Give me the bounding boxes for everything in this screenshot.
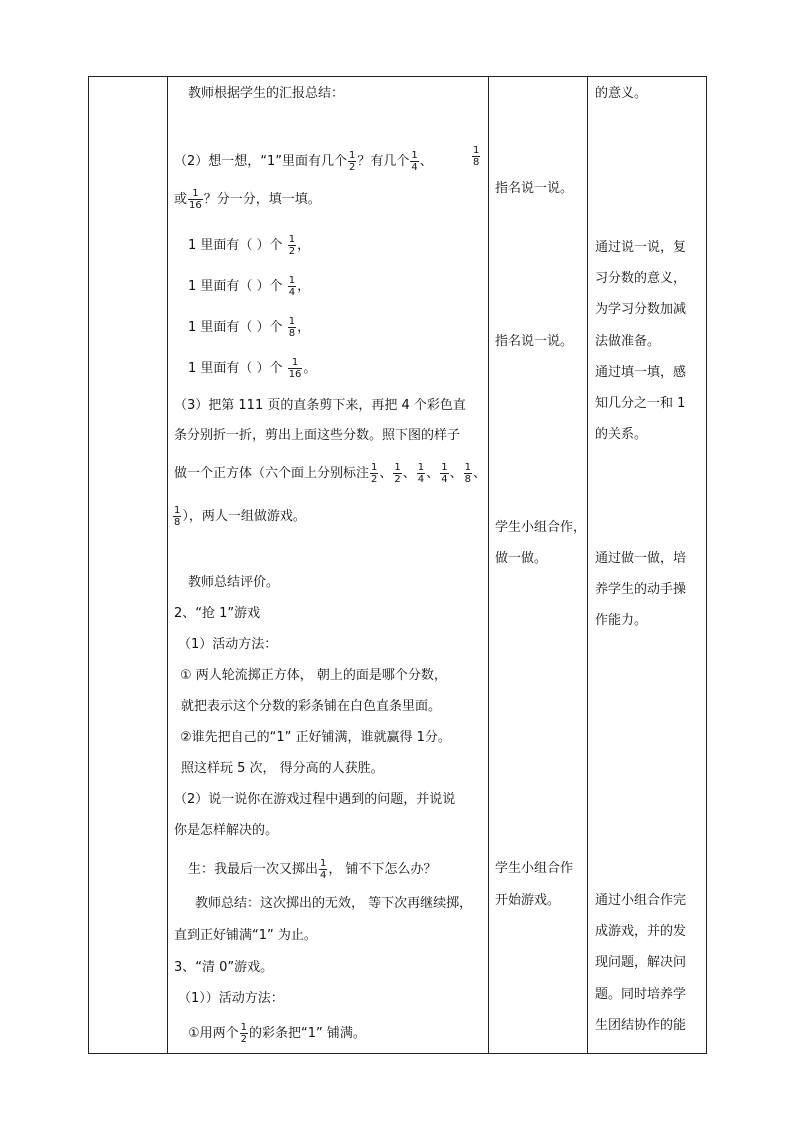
fill-row-sixteenth: 1 里面有（ ）个 $\frac{1}{16}$ 。 (188, 357, 317, 380)
student-activity-3a: 学生小组合作， (495, 520, 587, 535)
design-intent-12: 通过小组合作完 (595, 893, 687, 908)
fraction-one-eighth: $\frac{1}{8}$ (473, 145, 480, 168)
q2-separator: 、 (419, 154, 433, 169)
q2-text-e: ？分一分，填一填。 (203, 192, 321, 207)
design-intent-15: 题。同时培养学 (595, 987, 687, 1002)
table-col-border-3 (488, 76, 489, 1054)
q2-text-d: 或 (174, 192, 188, 207)
game-2-rule-1b: 就把表示这个分数的彩条铺在白色直条里面。 (181, 699, 442, 714)
game-3-title: 3、“清 0”游戏。 (174, 960, 274, 975)
design-intent-10: 养学生的动手操 (595, 582, 687, 597)
table-col-border-1 (88, 76, 89, 1054)
fill-row-quarter: 1 里面有（ ）个 $\frac{1}{4}$ ， (188, 275, 311, 298)
game-3-method-heading: （1））活动方法： (178, 991, 284, 1006)
fill-row-half: 1 里面有（ ）个 $\frac{1}{2}$ ， (188, 234, 311, 257)
question-2-line-2 (174, 188, 321, 211)
fraction-one-sixteenth: $\frac{1}{16}$ (189, 188, 202, 211)
teacher-conclusion-line-1: 教师总结：这次掷出的无效， 等下次再继续掷， (195, 896, 473, 911)
game-2-rule-2b: 照这样玩 5 次， 得分高的人获胜。 (181, 761, 384, 776)
teacher-evaluation: 教师总结评价。 (188, 575, 280, 590)
game-2-rule-2a: ②谁先把自己的“1” 正好铺满，谁就赢得 1分。 (180, 730, 451, 745)
design-intent-6: 通过填一填，感 (595, 365, 687, 380)
student-activity-3b: 做一做。 (495, 551, 548, 566)
design-intent-1: 的意义。 (595, 86, 648, 101)
game-3-rule-1: ①用两个 $\frac{1}{2}$ 的彩条把“1” 铺满。 (188, 1022, 366, 1045)
table-col-border-4 (587, 76, 588, 1054)
question-2b-line-2: 你是怎样解决的。 (174, 823, 279, 838)
design-intent-5: 法做准备。 (595, 334, 661, 349)
game-2-title: 2、“抢 1”游戏 (174, 606, 261, 621)
design-intent-4: 为学习分数加减 (595, 302, 687, 317)
student-activity-4b: 开始游戏。 (495, 893, 561, 908)
question-3-line-2: 条分别折一折，剪出上面这些分数。照下图的样子 (174, 428, 461, 443)
design-intent-11: 作能力。 (595, 613, 648, 628)
design-intent-3: 习分数的意义， (595, 271, 687, 286)
question-2-line-1 (174, 150, 433, 173)
fraction-one-quarter: $\frac{1}{4}$ (411, 150, 418, 173)
q2-text-b: ？有几个 (357, 154, 410, 169)
design-intent-8: 的关系。 (595, 427, 648, 442)
student-response: 生：我最后一次又掷出 $\frac{1}{4}$ ， 铺不下怎么办？ (188, 858, 437, 881)
game-2-rule-1a: ① 两人轮流掷正方体， 朝上的面是哪个分数， (180, 668, 447, 683)
student-activity-4a: 学生小组合作 (495, 861, 574, 876)
table-bottom-border (88, 1053, 707, 1054)
teacher-conclusion-line-2: 直到正好铺满“1” 为止。 (174, 928, 317, 943)
question-3-line-1: （3）把第 111 页的直条剪下来，再把 4 个彩色直 (174, 398, 466, 413)
design-intent-16: 生团结协作的能 (595, 1018, 687, 1033)
table-col-border-2 (167, 76, 168, 1054)
fraction-one-half: $\frac{1}{2}$ (349, 150, 356, 173)
question-3-line-3: 做一个正方体（六个面上分别标注 $\frac{1}{2}$ 、 $\frac{1}{2}$ 、 $\frac{1}{4}$ 、 $\frac{1}{4}$ 、 $\frac{1}{8}$ 、 (174, 462, 486, 485)
student-activity-2: 指名说一说。 (495, 334, 574, 349)
game-2-method-heading: （1）活动方法： (178, 637, 278, 652)
question-2-eighth (471, 145, 481, 168)
teacher-summary-intro: 教师根据学生的汇报总结： (188, 86, 345, 101)
table-col-border-5 (706, 76, 707, 1054)
question-3-line-4: $\frac{1}{8}$ ），两人一组做游戏。 (174, 505, 306, 528)
design-intent-9: 通过做一做，培 (595, 551, 687, 566)
student-activity-1: 指名说一说。 (495, 181, 574, 196)
q2-text-a: （2）想一想，“1”里面有几个 (174, 154, 348, 169)
design-intent-13: 成游戏，并的发 (595, 924, 687, 939)
fill-row-eighth: 1 里面有（ ）个 $\frac{1}{8}$ ， (188, 316, 311, 339)
table-top-border (88, 76, 707, 77)
design-intent-14: 现问题，解决问 (595, 955, 687, 970)
question-2b-line-1: （2）说一说你在游戏过程中遇到的问题，并说说 (174, 792, 456, 807)
design-intent-2: 通过说一说，复 (595, 240, 687, 255)
design-intent-7: 知几分之一和 1 (595, 396, 686, 411)
